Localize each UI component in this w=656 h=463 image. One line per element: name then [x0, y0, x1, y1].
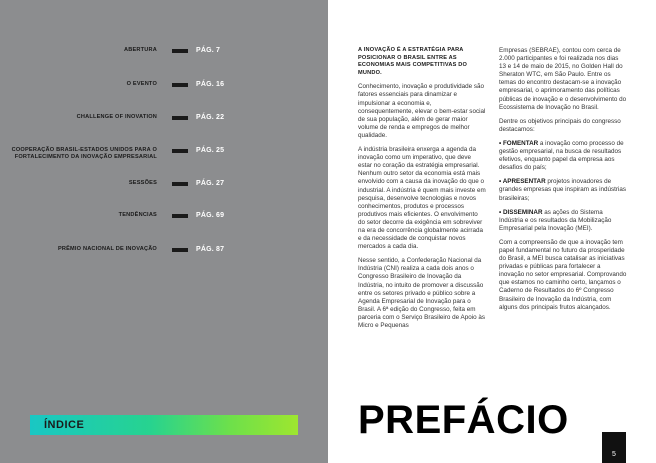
toc-item-title: CHALLENGE OF INOVATION — [76, 114, 157, 120]
toc-item-o-evento[interactable] — [0, 81, 328, 95]
toc-leader-bar — [172, 214, 188, 218]
toc-item-abertura[interactable] — [0, 47, 328, 61]
toc-item-title: PRÊMIO NACIONAL DE INOVAÇÃO — [57, 246, 157, 252]
toc-item-title: ABERTURA — [124, 47, 157, 53]
toc-item-page: PÁG. 69 — [196, 212, 225, 219]
toc-item-title: O EVENTO — [126, 81, 157, 87]
index-label: ÍNDICE — [44, 419, 85, 431]
preface-lead: A INOVAÇÃO É A ESTRATÉGIA PARA POSICIONAR O BRASIL ENTRE AS ECONOMIAS MAIS COMPETITIVAS DO MUNDO. — [358, 47, 468, 76]
toc-leader-bar — [172, 116, 188, 120]
preface-column-1 — [358, 47, 486, 336]
toc-item-title: TENDÊNCIAS — [118, 212, 157, 218]
objective-text: as ações do Sistema Indústria e os resultados da Mobilização Empresarial pela Inovação (MEI). — [499, 208, 612, 232]
objective-item — [499, 140, 627, 172]
page-number-box — [602, 432, 626, 463]
preface-column-2 — [499, 47, 627, 318]
page-number: 5 — [612, 451, 616, 458]
toc-item-challenge[interactable] — [0, 114, 328, 128]
toc-leader-bar — [172, 49, 188, 53]
toc-item-premio[interactable] — [0, 246, 328, 260]
toc-leader-bar — [172, 83, 188, 87]
toc-leader-bar — [172, 182, 188, 186]
preface-paragraph: Dentre os objetivos principais do congresso destacamos: — [499, 117, 621, 133]
preface-heading: PREFÁCIO — [358, 398, 569, 442]
objective-keyword: • DISSEMINAR — [499, 208, 543, 216]
preface-paragraph: Nesse sentido, a Confederação Nacional da Indústria (CNI) realiza a cada dois anos o Congresso Brasileiro de Inovação da Indústria, no intuito de promover a discussão entre os setores privado e público sobre a Agenda Empresarial de Inovação para o Brasil. A 6ª edição do Congresso, feita em parceria com o Serviço Brasileiro de Apoio às Micro e Pequenas — [358, 257, 486, 329]
toc-item-title: COOPERAÇÃO BRASIL-ESTADOS UNIDOS PARA O FORTALECIMENTO DA INOVAÇÃO EMPRESARIAL — [11, 147, 157, 160]
objective-text: projetos inovadores de grandes empresas que inspiram as indústrias brasileiras; — [499, 178, 627, 202]
toc-leader-bar — [172, 149, 188, 153]
preface-paragraph: Conhecimento, inovação e produtividade são fatores essenciais para dinamizar e impulsionar a economia e, consequentemente, elevar o bem-estar social de sua população, além de gerar maior volume de renda e empregos de melhor qualidade. — [358, 83, 486, 139]
toc-item-cooperacao[interactable] — [0, 147, 328, 161]
toc-item-page: PÁG. 27 — [196, 180, 225, 187]
toc-item-sessoes[interactable] — [0, 180, 328, 194]
toc-leader-bar — [172, 248, 188, 252]
toc-item-page: PÁG. 7 — [196, 47, 221, 54]
objective-keyword: • APRESENTAR — [499, 178, 546, 186]
toc-item-tendencias[interactable] — [0, 212, 328, 226]
toc-item-page: PÁG. 22 — [196, 114, 225, 121]
toc-item-page: PÁG. 16 — [196, 81, 225, 88]
objective-item — [499, 209, 627, 233]
toc-item-page: PÁG. 87 — [196, 246, 225, 253]
toc-item-title: SESSÕES — [128, 180, 157, 186]
preface-paragraph: Com a compreensão de que a inovação tem papel fundamental no futuro da prosperidade do Brasil, a MEI busca catalisar as iniciativas privadas e públicas para fortalecer a inovação no setor empresarial. Comprovando que estamos no caminho certo, lançamos o Caderno de Resultados do 6º Congresso Brasileiro de Inovação da Indústria, com alguns dos principais frutos alcançados. — [499, 238, 627, 311]
preface-paragraph: Empresas (SEBRAE), contou com cerca de 2.000 participantes e foi realizada nos dias 13 e 14 de maio de 2015, no Golden Hall do Sheraton WTC, em São Paulo. Entre os temas do encontro destacam-se a inovação empresarial, o aprimoramento das políticas públicas de inovação e o desenvolvimento do Ecossistema de Inovação no Brasil. — [499, 47, 627, 111]
objective-item — [499, 178, 627, 202]
toc-item-page: PÁG. 25 — [196, 147, 225, 154]
preface-paragraph: A indústria brasileira enxerga a agenda da inovação como um imperativo, que deve estar no coração da estratégia empresarial. Nenhum outro setor da economia está mais envolvido com a causa da inovação do que o industrial. A indústria é quem mais investe em pesquisa, desenvolve tecnologias e novos conhecimentos, produtos e processos produtivos mais eficientes. O envolvimento do setor decorre da exigência em sobreviver na era de concorrência globalmente acirrada e da necessidade de conquistar novos mercados a cada dia. — [358, 146, 486, 251]
objective-text: a inovação como processo de gestão empresarial, na busca de resultados efetivos, enquanto papel da empresa aos desafios do país; — [499, 139, 624, 172]
objective-keyword: • FOMENTAR — [499, 139, 539, 147]
